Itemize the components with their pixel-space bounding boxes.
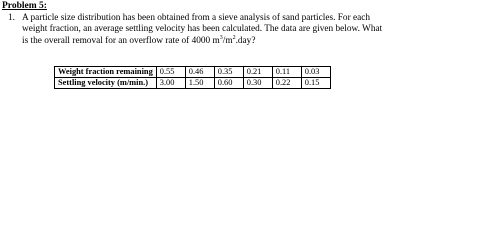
table-cell: 0.35 <box>214 67 243 78</box>
table-cell: 0.11 <box>272 67 301 78</box>
table-cell: 1.50 <box>185 78 214 89</box>
superscript-2: 2 <box>232 34 236 41</box>
table-cell: 0.22 <box>272 78 301 89</box>
table-cell: 0.60 <box>214 78 243 89</box>
question-number: 1. <box>8 13 15 23</box>
table-row-weight-fraction <box>55 67 331 78</box>
table-cell: 0.15 <box>301 78 330 89</box>
question-text <box>22 13 484 47</box>
table-cell: 0.21 <box>243 67 272 78</box>
question-line-3: is the overall removal for an overflow rate of 4000 $m^3/m^2.day$? <box>22 34 256 46</box>
question-line-1: A particle size distribution has been obtained from a sieve analysis of sand particles. For each <box>22 13 371 23</box>
table-cell: 3.00 <box>156 78 185 89</box>
problem-title: Problem 5: <box>2 1 47 11</box>
row-label: Settling velocity (m/min.) <box>55 78 157 89</box>
row-label: Weight fraction remaining <box>55 67 157 78</box>
table-cell: 0.46 <box>185 67 214 78</box>
table-cell: 0.30 <box>243 78 272 89</box>
data-table <box>54 66 331 89</box>
table-cell: 0.55 <box>156 67 185 78</box>
superscript-3: 3 <box>219 34 223 41</box>
table-row-settling-velocity <box>55 78 331 89</box>
table-cell: 0.03 <box>301 67 330 78</box>
question-line-2: weight fraction, an average settling velocity has been calculated. The data are given below. What <box>22 24 383 35</box>
